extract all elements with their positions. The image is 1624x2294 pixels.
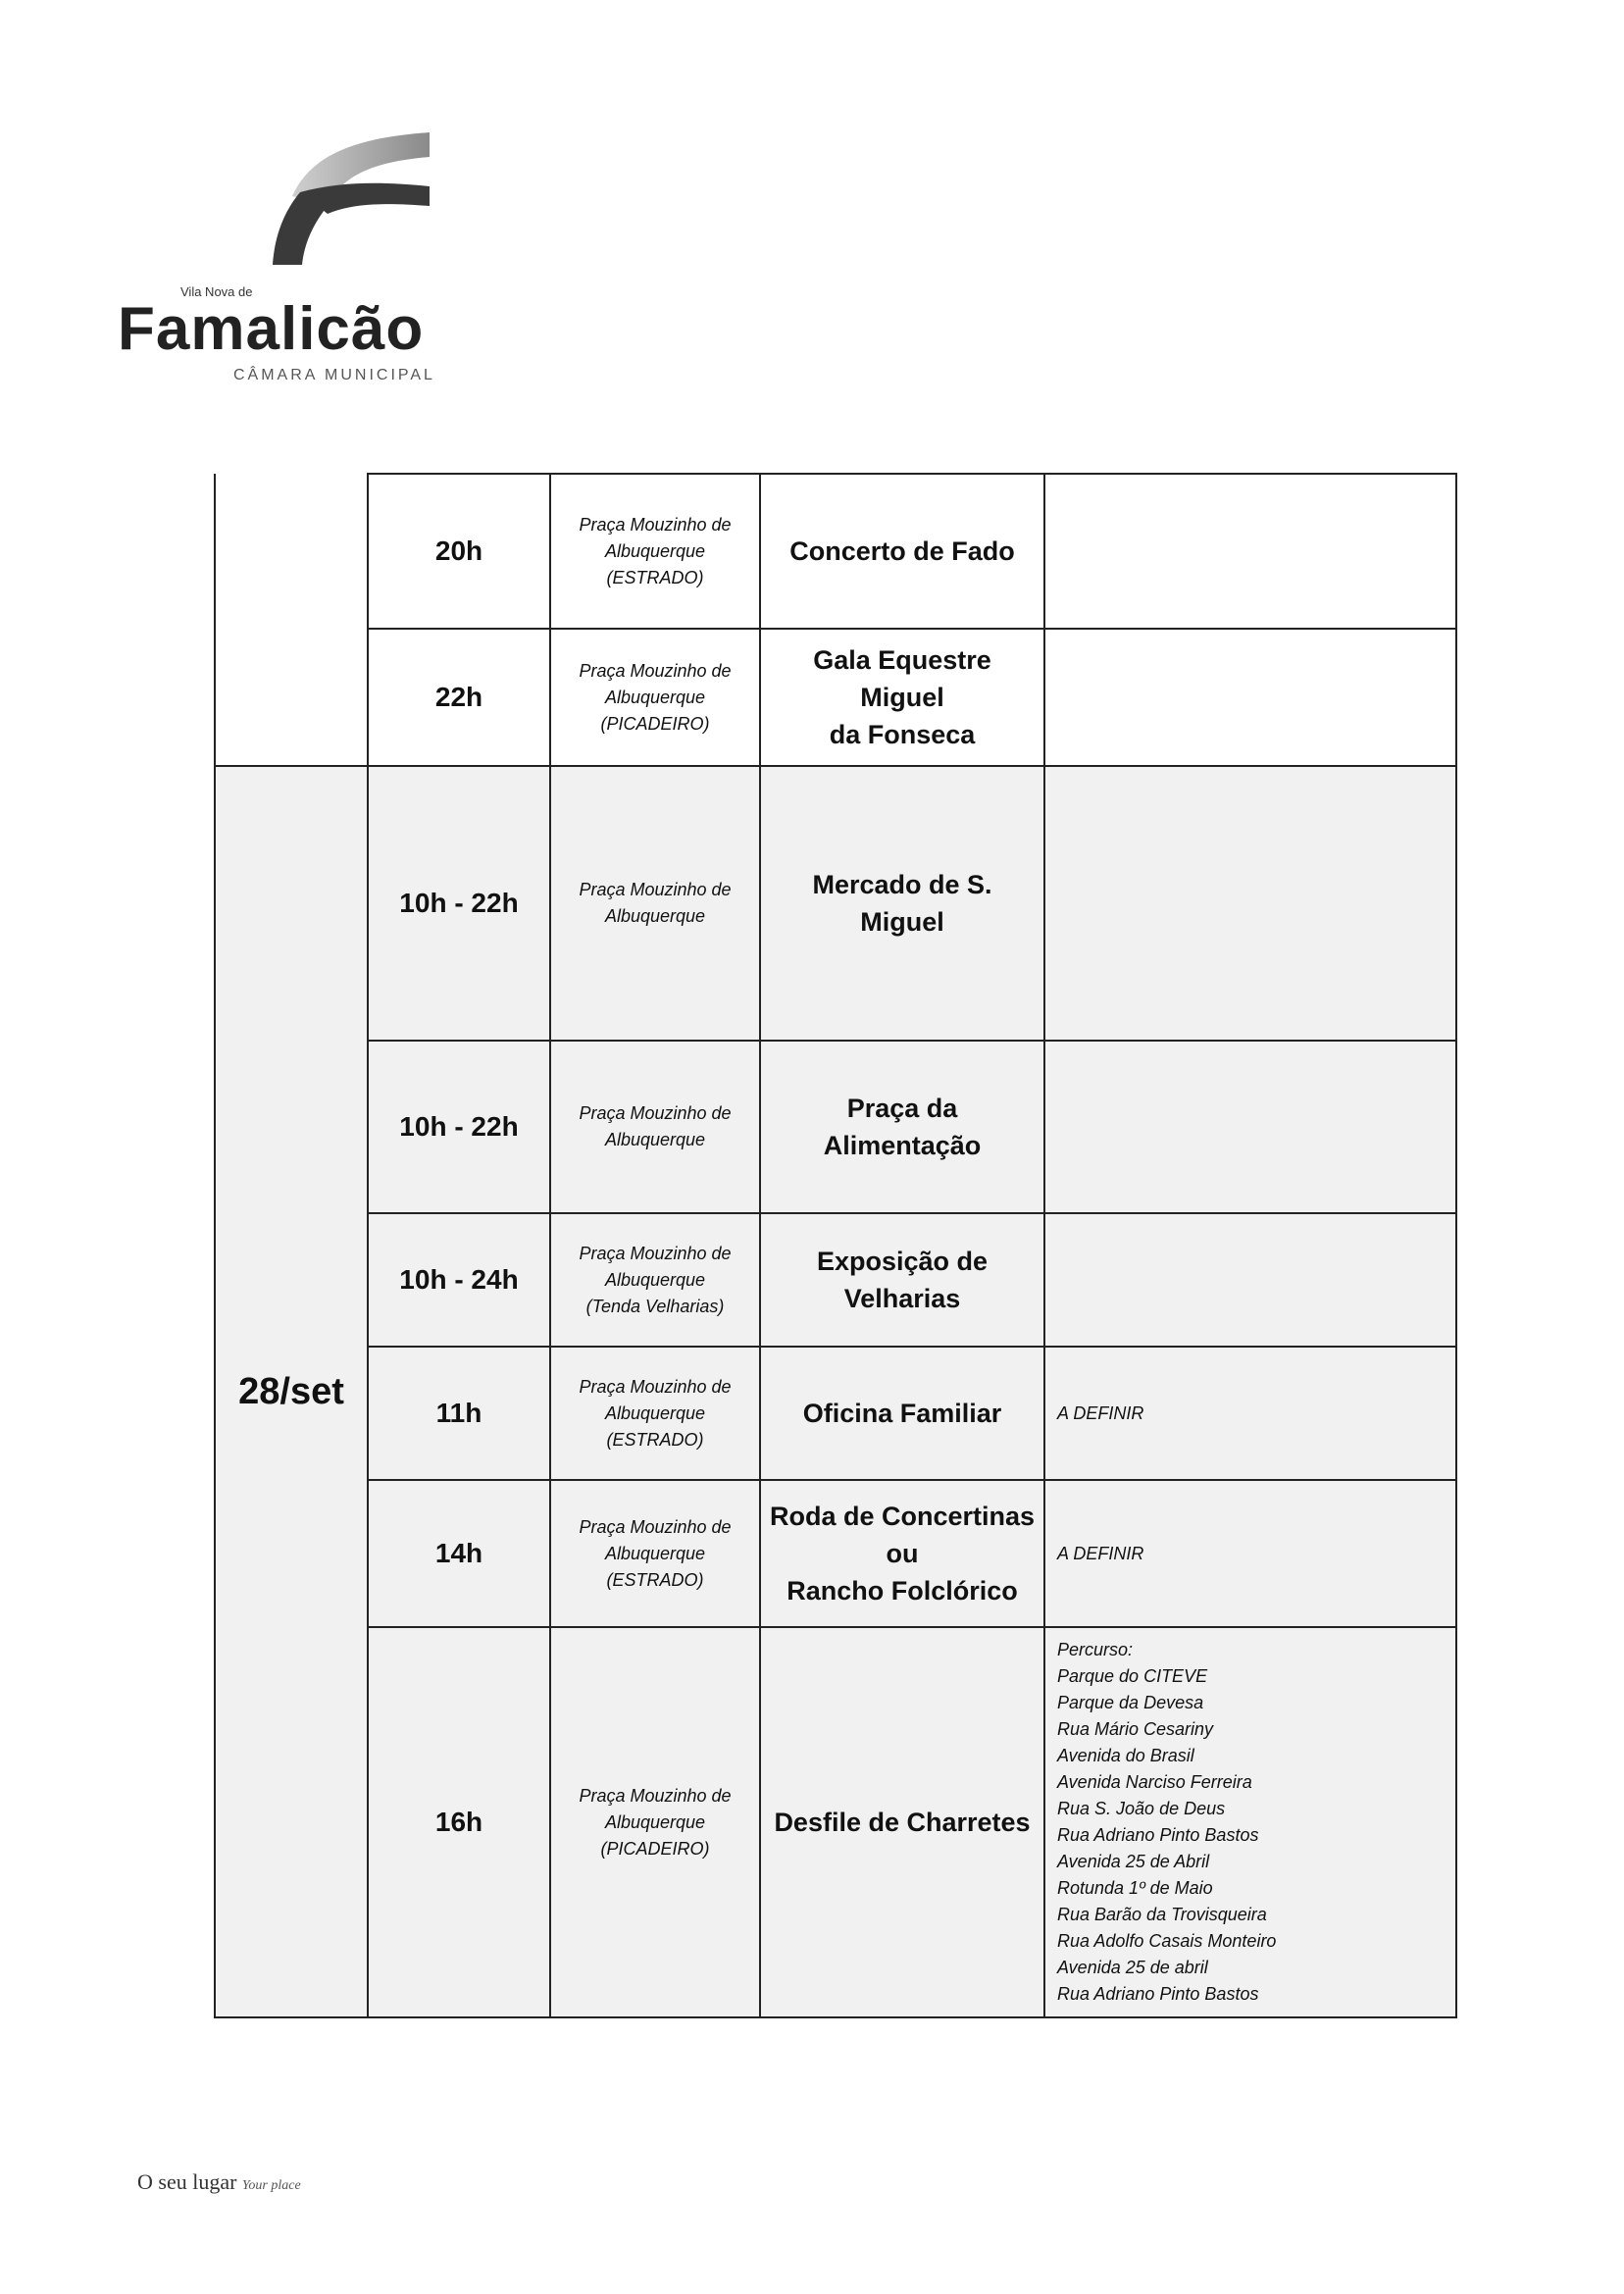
table-row	[215, 766, 1456, 1041]
notes-line-line: Rua Barão da Trovisqueira	[1057, 1905, 1267, 1924]
event-cell	[760, 629, 1044, 766]
famalicao-logo-icon	[233, 127, 449, 265]
event-text-line: da Fonseca	[829, 720, 976, 749]
event-cell	[760, 1627, 1044, 2017]
place-text-line: Albuquerque	[604, 1269, 706, 1290]
place-text-line: (Tenda Velharias)	[585, 1296, 725, 1316]
place-text-line: Albuquerque	[604, 906, 706, 926]
time-cell: 20h	[368, 474, 550, 629]
slogan-text: O seu lugar	[137, 2169, 237, 2194]
notes-cell	[1044, 1213, 1456, 1347]
table-row	[215, 629, 1456, 766]
place-text-line: Albuquerque	[604, 1543, 706, 1563]
event-cell	[760, 1480, 1044, 1627]
notes-line-line: Rua S. João de Deus	[1057, 1799, 1226, 1818]
time-cell: 10h - 22h	[368, 1041, 550, 1213]
place-text-line: (ESTRADO)	[606, 1569, 704, 1590]
place-text-line: Praça Mouzinho de	[579, 514, 732, 535]
event-text-line: Velharias	[843, 1284, 961, 1313]
event-text-line: Rancho Folclórico	[787, 1576, 1018, 1606]
event-text-line: Mercado de S. Miguel	[812, 870, 992, 937]
event-cell	[760, 1041, 1044, 1213]
schedule-table	[214, 473, 1457, 2018]
notes-line-line: Rua Mário Cesariny	[1057, 1719, 1214, 1739]
notes-line-line: Rotunda 1º de Maio	[1057, 1878, 1213, 1898]
table-row	[215, 1627, 1456, 2017]
place-cell	[550, 1041, 760, 1213]
notes-line-line: Parque da Devesa	[1057, 1693, 1204, 1712]
place-cell	[550, 1213, 760, 1347]
event-text-line: Gala Equestre Miguel	[813, 645, 991, 712]
place-text-line: Albuquerque	[604, 1130, 706, 1149]
logo-prefix: Vila Nova de	[180, 284, 253, 299]
place-text-line: Praça Mouzinho de	[579, 880, 732, 899]
place-text-line: (ESTRADO)	[606, 1429, 704, 1450]
time-cell: 10h - 24h	[368, 1213, 550, 1347]
notes-line-line: Percurso:	[1057, 1640, 1134, 1659]
notes-line-line: A DEFINIR	[1057, 1402, 1144, 1423]
notes-line-line: A DEFINIR	[1057, 1543, 1144, 1563]
event-text-line: Roda de Concertinas	[769, 1502, 1036, 1531]
event-text-line: Exposição de	[816, 1247, 989, 1276]
place-cell	[550, 1627, 760, 2017]
notes-cell	[1044, 629, 1456, 766]
time-cell: 22h	[368, 629, 550, 766]
place-text-line: Albuquerque	[604, 1402, 706, 1423]
notes-line-line: Rua Adriano Pinto Bastos	[1057, 1825, 1259, 1845]
table-row	[215, 1213, 1456, 1347]
event-text-line: Praça da Alimentação	[823, 1094, 982, 1160]
table-row	[215, 1041, 1456, 1213]
notes-line-line: Avenida 25 de abril	[1057, 1958, 1208, 1977]
notes-cell	[1044, 1347, 1456, 1480]
event-text-line: ou	[886, 1539, 919, 1568]
table-row	[215, 1480, 1456, 1627]
time-cell: 10h - 22h	[368, 766, 550, 1041]
place-text-line: Albuquerque	[604, 540, 706, 561]
footer-slogan	[137, 2169, 301, 2195]
table-row	[215, 474, 1456, 629]
place-cell	[550, 1480, 760, 1627]
logo-subtitle: CÂMARA MUNICIPAL	[233, 367, 435, 383]
notes-cell	[1044, 1041, 1456, 1213]
place-text-line: (ESTRADO)	[606, 567, 704, 587]
notes-line-line: Avenida Narciso Ferreira	[1057, 1772, 1252, 1792]
notes-line-line: Rua Adriano Pinto Bastos	[1057, 1984, 1259, 2004]
notes-cell	[1044, 474, 1456, 629]
event-cell	[760, 766, 1044, 1041]
place-text-line: Praça Mouzinho de	[579, 1243, 732, 1263]
notes-cell	[1044, 1480, 1456, 1627]
slogan-english: Your place	[241, 2178, 301, 2193]
notes-line-line: Parque do CITEVE	[1057, 1666, 1208, 1686]
municipal-logo	[118, 127, 451, 392]
place-text-line: (PICADEIRO)	[600, 1838, 710, 1859]
notes-line-line: Avenida 25 de Abril	[1057, 1852, 1210, 1871]
place-cell	[550, 629, 760, 766]
time-cell: 14h	[368, 1480, 550, 1627]
place-text-line: Albuquerque	[604, 1811, 706, 1832]
notes-cell	[1044, 766, 1456, 1041]
notes-cell	[1044, 1627, 1456, 2017]
event-cell	[760, 474, 1044, 629]
place-text-line: Albuquerque	[604, 687, 706, 707]
place-cell	[550, 766, 760, 1041]
place-text-line: Praça Mouzinho de	[579, 1376, 732, 1397]
place-text-line: Praça Mouzinho de	[579, 1785, 732, 1806]
date-cell: 28/set	[215, 766, 368, 2017]
event-text-line: Desfile de Charretes	[774, 1808, 1031, 1837]
notes-line-line: Avenida do Brasil	[1057, 1746, 1194, 1765]
place-text-line: Praça Mouzinho de	[579, 660, 732, 681]
event-text-line: Concerto de Fado	[789, 536, 1015, 566]
event-cell	[760, 1213, 1044, 1347]
notes-line-line: Rua Adolfo Casais Monteiro	[1057, 1931, 1277, 1951]
place-cell	[550, 474, 760, 629]
time-cell: 16h	[368, 1627, 550, 2017]
time-cell: 11h	[368, 1347, 550, 1480]
event-text-line: Oficina Familiar	[802, 1399, 1002, 1428]
place-text-line: Praça Mouzinho de	[579, 1516, 732, 1537]
logo-name: Famalicão	[118, 295, 425, 363]
table-row	[215, 1347, 1456, 1480]
date-cell-continued	[215, 474, 368, 766]
place-cell	[550, 1347, 760, 1480]
place-text-line: (PICADEIRO)	[600, 713, 710, 734]
event-cell	[760, 1347, 1044, 1480]
place-text-line: Praça Mouzinho de	[579, 1103, 732, 1123]
